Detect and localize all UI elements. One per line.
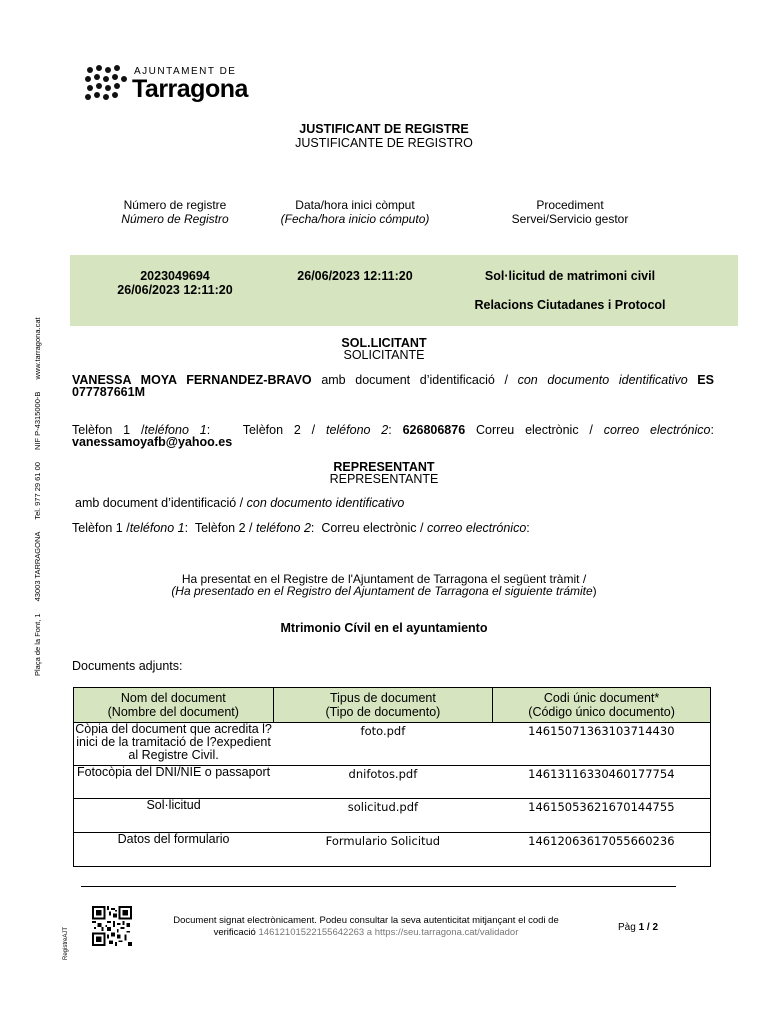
document-name: Datos del formulario <box>74 833 274 867</box>
applicant-id-value: 077787661M <box>72 385 145 399</box>
footer-verify-label: verificació <box>213 927 256 938</box>
representative-phone1-label-es: teléfono 1 <box>129 521 185 535</box>
document-code: 14612063617055660236 <box>493 833 711 867</box>
qr-code-icon <box>91 906 133 946</box>
logo-mark-icon <box>84 64 128 104</box>
documents-label: Documents adjunts: <box>72 659 183 673</box>
applicant-id-value-prefix: ES <box>697 373 714 387</box>
page-number <box>618 922 658 933</box>
header-start-date <box>280 198 430 226</box>
representative-id-text-es: con documento identificativo <box>246 496 405 510</box>
logo-big-text: Tarragona <box>132 75 248 103</box>
applicant-email-value: vanessamoyafb@yahoo.es <box>72 435 233 449</box>
header-proc-es: Servei/Servicio gestor <box>511 212 629 226</box>
representative-id-line <box>75 497 717 510</box>
representative-heading-ca: REPRESENTANT <box>333 460 435 474</box>
document-name: Sol·licitud <box>74 799 274 833</box>
service-value: Relacions Ciutadanes i Protocol <box>474 298 666 312</box>
presented-text-es <box>0 584 768 598</box>
table-row <box>74 766 711 799</box>
registry-number-value <box>90 269 260 297</box>
column-code-ca: Codi únic document* <box>543 691 660 705</box>
representative-heading-es: REPRESENTANTE <box>329 472 439 486</box>
footer-line2 <box>150 927 582 939</box>
table-row <box>74 833 711 867</box>
applicant-heading-es: SOLICITANTE <box>343 348 425 362</box>
representative-email-label-es: correo electrónico <box>426 521 527 535</box>
footer-divider <box>81 886 676 887</box>
document-type: foto.pdf <box>273 723 493 766</box>
applicant-contact-line: Telèfon 1 /teléfono 1: Telèfon 2 / teléfono 2: 626806876 Correu electrònic / correo electrónico: <box>72 423 714 437</box>
side-city: 43003 TARRAGONA <box>33 531 42 602</box>
table-row <box>74 799 711 833</box>
applicant-phone2-label-ca: Telèfon 2 / <box>242 423 316 437</box>
applicant-id-text-es: con documento identificativo <box>517 373 688 387</box>
applicant-phone1-label-ca: Telèfon 1 / <box>72 423 145 437</box>
column-name-ca: Nom del document <box>120 691 226 705</box>
representative-phone2-label-ca: Telèfon 2 / <box>194 521 253 535</box>
documents-table-header <box>74 688 711 723</box>
applicant-email-label-ca: Correu electrònic / <box>476 423 593 437</box>
presented-text-ca: Ha presentat en el Registre de l'Ajuntament de Tarragona el següent tràmit / <box>181 572 587 586</box>
applicant-id-text-ca: amb document d’identificació / <box>321 373 508 387</box>
document-name: Fotocòpia del DNI/NIE o passaport <box>74 766 274 799</box>
side-phone: Tel. 977 29 61 00 <box>33 462 42 520</box>
applicant-phone2-label-es: teléfono 2 <box>325 423 389 437</box>
document-code: 14615053621670144755 <box>493 799 711 833</box>
header-date-ca: Data/hora inici còmput <box>295 198 415 212</box>
documents-table <box>73 687 711 867</box>
header-date-es: (Fecha/hora inicio cómputo) <box>280 212 430 226</box>
presented-text-es-body: (Ha presentado en el Registro del Ajuntament de Tarragona el siguiente trámite <box>171 584 593 598</box>
side-web: www.tarragona.cat <box>33 317 42 380</box>
document-type: dnifotos.pdf <box>273 766 493 799</box>
start-date-value: 26/06/2023 12:11:20 <box>297 269 413 283</box>
document-code: 14615071363103714430 <box>493 723 711 766</box>
document-title-es: JUSTIFICANTE DE REGISTRO <box>295 136 473 150</box>
column-name-es: (Nombre del document) <box>107 705 239 719</box>
document-name: Còpia del document que acredita l?inici de la tramitació de l?expedient al Registre Civil. <box>74 723 274 766</box>
logo-small-text: AJUNTAMENT DE <box>134 66 237 77</box>
representative-contact-line: Telèfon 1 /teléfono 1: Telèfon 2 / teléfono 2: Correu electrònic / correo electrónico: <box>72 521 530 535</box>
representative-email-label-ca: Correu electrònic / <box>321 521 424 535</box>
presented-text-es-close: ) <box>592 584 597 598</box>
applicant-heading-ca: SOL.LICITANT <box>341 336 427 350</box>
ajuntament-logo <box>84 64 264 108</box>
representative-phone2-label-es: teléfono 2 <box>255 521 311 535</box>
column-header-name <box>74 688 274 723</box>
page-value: 1 / 2 <box>638 922 659 933</box>
header-registry-number <box>100 198 250 226</box>
applicant-phone2-value: 626806876 <box>402 423 466 437</box>
document-title-ca: JUSTIFICANT DE REGISTRE <box>299 122 469 136</box>
header-procedure <box>470 198 670 226</box>
footer-line1: Document signat electrònicament. Podeu consultar la seva autenticitat mitjançant el codi de <box>173 915 559 926</box>
side-address-text <box>33 307 42 676</box>
representative-phone1-label-ca: Telèfon 1 / <box>72 521 130 535</box>
column-header-type <box>273 688 493 723</box>
registry-number: 2023049694 <box>140 269 210 283</box>
presented-procedure: Mtrimonio Cívil en el ayuntamiento <box>280 621 488 635</box>
side-registry-code: RegistreAJT <box>63 926 69 960</box>
side-nif: NIF P-4315000-B <box>33 391 42 450</box>
procedure-value: Sol·licitud de matrimoni civil <box>484 269 656 283</box>
representative-id-text-ca: amb document d’identificació / <box>75 496 244 510</box>
header-registry-es: Número de Registro <box>121 212 229 226</box>
document-type: Formulario Solicitud <box>273 833 493 867</box>
applicant-phone1-label-es: teléfono 1 <box>144 423 207 437</box>
document-type: solicitud.pdf <box>273 799 493 833</box>
footer-signature-text <box>150 915 582 939</box>
column-type-es: (Tipo de documento) <box>325 705 441 719</box>
header-proc-ca: Procediment <box>536 198 604 212</box>
footer-verify-code: 14612101522155642263 a https://seu.tarragona.cat/validador <box>258 927 519 938</box>
registry-number-date: 26/06/2023 12:11:20 <box>117 283 233 297</box>
document-code: 14613116330460177754 <box>493 766 711 799</box>
applicant-name: VANESSA MOYA FERNANDEZ-BRAVO <box>72 373 312 387</box>
side-address: Plaça de la Font, 1 <box>33 613 42 676</box>
page-label: Pàg <box>618 922 636 933</box>
header-registry-ca: Número de registre <box>123 198 227 212</box>
column-header-code <box>493 688 711 723</box>
column-code-es: (Código único documento) <box>528 705 675 719</box>
table-row <box>74 723 711 766</box>
column-type-ca: Tipus de document <box>329 691 436 705</box>
applicant-email-label-es: correo electrónico <box>603 423 711 437</box>
